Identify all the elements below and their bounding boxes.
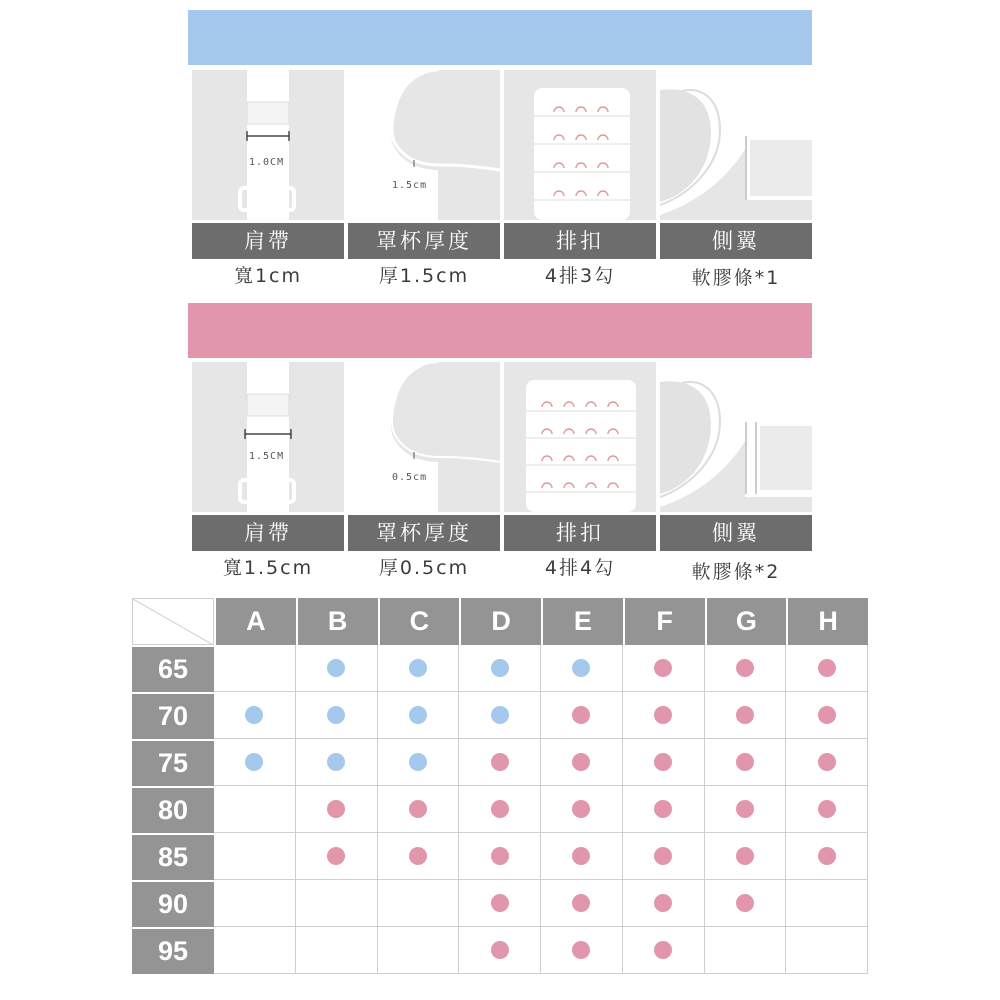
availability-dot-pink	[736, 847, 754, 865]
size-cell-75B	[296, 739, 378, 786]
size-cell-85C	[378, 833, 460, 880]
availability-dot-blue	[409, 706, 427, 724]
column-header-f: F	[623, 598, 705, 645]
side-wing-icon	[660, 70, 812, 220]
availability-dot-pink	[736, 894, 754, 912]
size-cell-90B	[296, 880, 378, 927]
table-corner	[132, 598, 214, 645]
row-header-95: 95	[132, 927, 214, 974]
strap-annotation: 1.0CM	[249, 157, 285, 168]
size-cell-95H	[786, 927, 868, 974]
value-hooks: 4排4勾	[544, 557, 616, 579]
column-header-e: E	[541, 598, 623, 645]
availability-dot-pink	[572, 941, 590, 959]
size-cell-70C	[378, 692, 460, 739]
value-side-wing: 軟膠條*2	[691, 561, 781, 583]
size-cell-65D	[459, 645, 541, 692]
size-cell-90D	[459, 880, 541, 927]
size-cell-75C	[378, 739, 460, 786]
value-cup-thickness: 厚1.5cm	[378, 265, 470, 287]
size-cell-65H	[786, 645, 868, 692]
column-header-g: G	[705, 598, 787, 645]
column-header-a: A	[214, 598, 296, 645]
cup-thickness-icon	[348, 70, 500, 220]
availability-dot-blue	[409, 753, 427, 771]
label-strap: 肩帶	[192, 515, 344, 551]
availability-dot-blue	[491, 706, 509, 724]
size-cell-80C	[378, 786, 460, 833]
availability-dot-pink	[491, 800, 509, 818]
row-header-65: 65	[132, 645, 214, 692]
availability-dot-pink	[409, 800, 427, 818]
row-header-90: 90	[132, 880, 214, 927]
hook-eye-icon	[504, 362, 656, 512]
size-cell-65G	[705, 645, 787, 692]
size-cell-85F	[623, 833, 705, 880]
size-cell-95E	[541, 927, 623, 974]
section-band-pink	[188, 303, 812, 358]
availability-dot-blue	[245, 753, 263, 771]
availability-dot-pink	[572, 800, 590, 818]
section-band-blue	[188, 10, 812, 65]
size-cell-95B	[296, 927, 378, 974]
size-cell-75E	[541, 739, 623, 786]
size-cell-80B	[296, 786, 378, 833]
availability-dot-pink	[327, 800, 345, 818]
value-hooks: 4排3勾	[544, 265, 616, 287]
availability-dot-pink	[409, 847, 427, 865]
label-strap: 肩帶	[192, 223, 344, 259]
availability-dot-blue	[572, 659, 590, 677]
value-side-wing: 軟膠條*1	[691, 267, 781, 289]
availability-dot-pink	[572, 706, 590, 724]
cup-thickness-icon	[348, 362, 500, 512]
size-cell-90F	[623, 880, 705, 927]
label-side-wing: 側翼	[660, 223, 812, 259]
availability-dot-pink	[654, 706, 672, 724]
availability-dot-blue	[409, 659, 427, 677]
size-cell-75H	[786, 739, 868, 786]
size-cell-85H	[786, 833, 868, 880]
column-header-b: B	[296, 598, 378, 645]
availability-dot-pink	[491, 894, 509, 912]
availability-dot-pink	[818, 706, 836, 724]
value-cup-thickness: 厚0.5cm	[378, 557, 470, 579]
size-cell-80F	[623, 786, 705, 833]
size-cell-65A	[214, 645, 296, 692]
size-cell-70H	[786, 692, 868, 739]
strap-icon	[192, 362, 344, 512]
size-cell-80H	[786, 786, 868, 833]
size-cell-85A	[214, 833, 296, 880]
label-hooks: 排扣	[504, 515, 656, 551]
size-cell-80E	[541, 786, 623, 833]
size-table	[132, 598, 868, 974]
size-cell-65F	[623, 645, 705, 692]
availability-dot-pink	[572, 847, 590, 865]
size-cell-85E	[541, 833, 623, 880]
availability-dot-pink	[654, 941, 672, 959]
size-cell-80G	[705, 786, 787, 833]
size-cell-80A	[214, 786, 296, 833]
size-cell-70G	[705, 692, 787, 739]
availability-dot-pink	[491, 941, 509, 959]
availability-dot-pink	[818, 800, 836, 818]
size-cell-65E	[541, 645, 623, 692]
availability-dot-pink	[654, 894, 672, 912]
availability-dot-blue	[327, 659, 345, 677]
size-cell-80D	[459, 786, 541, 833]
availability-dot-pink	[572, 753, 590, 771]
size-cell-85D	[459, 833, 541, 880]
size-cell-65B	[296, 645, 378, 692]
size-cell-75A	[214, 739, 296, 786]
column-header-c: C	[378, 598, 460, 645]
size-cell-70B	[296, 692, 378, 739]
size-cell-95C	[378, 927, 460, 974]
size-cell-70A	[214, 692, 296, 739]
row-header-70: 70	[132, 692, 214, 739]
availability-dot-pink	[654, 847, 672, 865]
size-cell-75D	[459, 739, 541, 786]
size-cell-95F	[623, 927, 705, 974]
value-strap: 寬1.5cm	[222, 557, 314, 579]
label-cup-thickness: 罩杯厚度	[348, 515, 500, 551]
label-side-wing: 側翼	[660, 515, 812, 551]
availability-dot-pink	[327, 847, 345, 865]
availability-dot-blue	[327, 753, 345, 771]
availability-dot-pink	[654, 753, 672, 771]
availability-dot-pink	[736, 659, 754, 677]
size-cell-90C	[378, 880, 460, 927]
size-cell-75F	[623, 739, 705, 786]
column-header-h: H	[786, 598, 868, 645]
hook-eye-icon	[504, 70, 656, 220]
availability-dot-pink	[736, 706, 754, 724]
row-header-80: 80	[132, 786, 214, 833]
size-cell-90H	[786, 880, 868, 927]
size-cell-90G	[705, 880, 787, 927]
size-cell-65C	[378, 645, 460, 692]
size-cell-95A	[214, 927, 296, 974]
side-wing-icon	[660, 362, 812, 512]
availability-dot-pink	[818, 753, 836, 771]
size-cell-75G	[705, 739, 787, 786]
size-cell-70E	[541, 692, 623, 739]
availability-dot-pink	[818, 847, 836, 865]
cup-annotation: 0.5cm	[392, 472, 428, 483]
availability-dot-pink	[736, 753, 754, 771]
size-cell-95G	[705, 927, 787, 974]
value-strap: 寬1cm	[233, 265, 303, 287]
availability-dot-blue	[327, 706, 345, 724]
availability-dot-pink	[491, 753, 509, 771]
size-cell-70D	[459, 692, 541, 739]
row-header-75: 75	[132, 739, 214, 786]
availability-dot-pink	[491, 847, 509, 865]
row-header-85: 85	[132, 833, 214, 880]
availability-dot-blue	[491, 659, 509, 677]
strap-icon	[192, 70, 344, 220]
availability-dot-pink	[736, 800, 754, 818]
availability-dot-pink	[572, 894, 590, 912]
size-cell-85G	[705, 833, 787, 880]
size-cell-70F	[623, 692, 705, 739]
availability-dot-pink	[818, 659, 836, 677]
availability-dot-pink	[654, 800, 672, 818]
label-hooks: 排扣	[504, 223, 656, 259]
availability-dot-blue	[245, 706, 263, 724]
strap-annotation: 1.5CM	[249, 451, 285, 462]
label-cup-thickness: 罩杯厚度	[348, 223, 500, 259]
size-cell-85B	[296, 833, 378, 880]
availability-dot-pink	[654, 659, 672, 677]
cup-annotation: 1.5cm	[392, 180, 428, 191]
size-cell-90A	[214, 880, 296, 927]
size-cell-90E	[541, 880, 623, 927]
size-cell-95D	[459, 927, 541, 974]
column-header-d: D	[459, 598, 541, 645]
